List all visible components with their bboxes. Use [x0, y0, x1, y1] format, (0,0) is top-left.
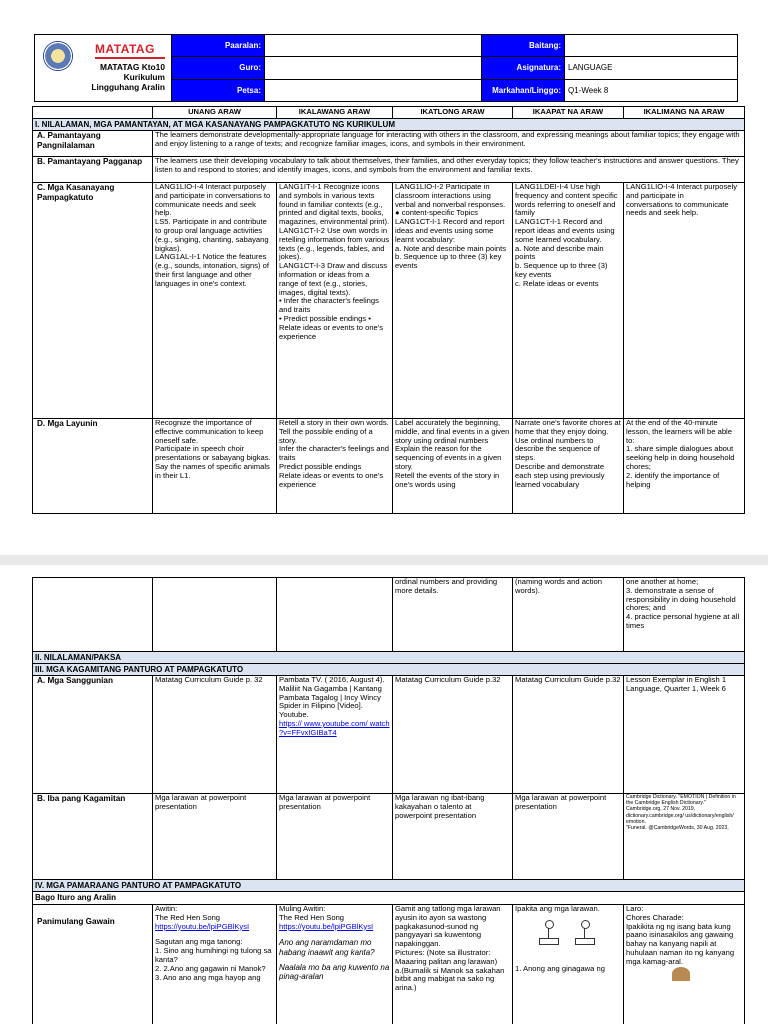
sanggunian-day1: Matatag Curriculum Guide p. 32 [153, 676, 277, 794]
lesson-table-page1 [32, 106, 745, 514]
row-label-pamantayang-pagganap: B. Pamantayang Pagganap [33, 157, 153, 183]
paaralan-field[interactable] [265, 35, 482, 57]
panimula-day1 [153, 905, 277, 1024]
deped-seal-icon [43, 41, 73, 71]
cont-day2 [277, 578, 393, 652]
chore-picture-1-icon [535, 918, 561, 946]
layunin-day2: Retell a story in their own words. Tell the possible ending of a story. Infer the character's feelings and traits Predict possible endings Relate ideas or events to one's experience [277, 419, 393, 514]
cont-day4: (naming words and action words). [513, 578, 624, 652]
day-header-5: IKALIMANG NA ARAW [624, 107, 745, 119]
row-label-panimulang-gawain: Panimulang Gawain [33, 905, 153, 1024]
sanggunian-day5: Lesson Exemplar in English 1 Language, Quarter 1, Week 6 [624, 676, 745, 794]
markahan-label: Markahan/Linggo: [482, 79, 565, 101]
page-gap [0, 555, 768, 565]
sanggunian-day3: Matatag Curriculum Guide p.32 [393, 676, 513, 794]
asignatura-label: Asignatura: [482, 57, 565, 79]
day-header-2: IKALAWANG ARAW [277, 107, 393, 119]
kasanayan-day3: LANG1LIO-I-2 Participate in classroom interactions using verbal and nonverbal responses. ● content-specific Topics LANG1CT-I-1 Record and report ideas and events using some learnt vocabulary: a. Note and describe main points b. Sequence up to three (3) key events [393, 183, 513, 419]
layunin-day5: At the end of the 40-minute lesson, the learners will be able to: 1. share simple dialogues about seeking help in doing household chores; 2. identify the importance of helping [624, 419, 745, 514]
baitang-field[interactable] [565, 35, 738, 57]
header-logo-cell [35, 35, 172, 102]
day-header-4: IKAAPAT NA ARAW [513, 107, 624, 119]
matatag-logo: MATATAG [95, 42, 155, 56]
panimula-day2-question2: Naalala mo ba ang kuwento na pinag-aralan [279, 962, 390, 982]
sanggunian-day2 [277, 676, 393, 794]
chores-pictures [515, 914, 621, 949]
layunin-day3: Label accurately the beginning, middle, and final events in a given story using ordinal numbers Explain the reason for the sequencing of events in a given story. Retell the events of the story in one's words using [393, 419, 513, 514]
panimula-day1-song: Awitin: The Red Hen Song [155, 904, 221, 922]
day-header-3: IKATLONG ARAW [393, 107, 513, 119]
guro-label: Guro: [172, 57, 265, 79]
row-label-mga-sanggunian: A. Mga Sanggunian [33, 676, 153, 794]
sanggunian-day4: Matatag Curriculum Guide p.32 [513, 676, 624, 794]
markahan-field[interactable]: Q1-Week 8 [565, 79, 738, 101]
panimula-day5 [624, 905, 745, 1024]
layunin-day4: Narrate one's favorite chores at home that they enjoy doing. Use ordinal numbers to describe the sequence of steps. Describe and demonstrate each step using previously learned vocabulary [513, 419, 624, 514]
guro-field[interactable] [265, 57, 482, 79]
header-title-line3: Lingguhang Aralin [91, 82, 165, 92]
red-hen-song-link-day2[interactable]: https://youtu.be/lpiPGBlKysI [279, 921, 374, 931]
section-1-heading: I. NILALAMAN, MGA PAMANTAYAN, AT MGA KASANAYANG PAMPAGKATUTO NG KURIKULUM [33, 119, 745, 131]
pamantayang-pangnilalaman-text: The learners demonstrate developmentally-appropriate language for interacting with others in the classroom, and expressing meanings about familiar topics; they engage with and enjoy listening to a range of texts; and recognize familiar images, icons, and symbols in their environment. [153, 131, 745, 157]
row-label-mga-layunin: D. Mga Layunin [33, 419, 153, 514]
row-label-pamantayang-pangnilalaman: A. Pamantayang Pangnilalaman [33, 131, 153, 157]
bago-ituro-heading: Bago Ituro ang Aralin [33, 892, 745, 905]
kasanayan-day2: LANG1IT-I-1 Recognize icons and symbols in various texts found in familiar contexts (e.g., printed and digital texts, books, magazines, environmental print). LANG1CT-I-2 Use own words in retelling information from various texts (e.g., legends, fables, and jokes). LANG1CT-I-3 Draw and discuss information or ideas from a range of text (e.g., stories, images, digital texts). • Infer the character's feelings and traits • Predict possible endings • Relate ideas or events to one's experience [277, 183, 393, 419]
kagamitan-day1: Mga larawan at powerpoint presentation [153, 794, 277, 880]
cont-day5: one another at home; 3. demonstrate a sense of responsibility in doing household chores; and 4. practice personal hygiene at all times [624, 578, 745, 652]
kasanayan-day5: LANG1LIO-I-4 Interact purposely and participate in conversations to communicate needs and seek help. [624, 183, 745, 419]
child-picture-icon [672, 967, 690, 981]
header-title-line2: Kurikulum [123, 72, 165, 82]
section-4-heading: IV. MGA PAMARAANG PANTURO AT PAMPAGKATUTO [33, 880, 745, 892]
cont-label-cell [33, 578, 153, 652]
header-table [34, 34, 738, 102]
kasanayan-day4: LANG1LDEI-I-4 Use high frequency and content specific words referring to oneself and family LANG1CT-I-1 Record and report ideas and events using some learned vocabulary. a. Note and describe main points b. Sequence up to three (3) key events c. Relate ideas or events [513, 183, 624, 419]
panimula-day5-text: Laro: Chores Charade: Ipakikita ng ng isang bata kung paano isinasakilos ang gawaing bahay na kanyang napili at huhulaan naman ito ng kanyang mga kamag-aral. [626, 904, 735, 966]
petsa-field[interactable] [265, 79, 482, 101]
page-2 [0, 565, 768, 1024]
pamantayang-pagganap-text: The learners use their developing vocabulary to talk about themselves, their families, and other everyday topics; they follow teacher's instructions and answer questions. They listen to and respond to stories; and identify images, icons, and symbols from the environment and familiar texts. [153, 157, 745, 183]
paaralan-label: Paaralan: [172, 35, 265, 57]
header-title-line1: MATATAG Kto10 [100, 62, 165, 72]
petsa-label: Petsa: [172, 79, 265, 101]
cont-day1 [153, 578, 277, 652]
panimula-day4-text: Ipakita ang mga larawan. [515, 904, 600, 913]
baitang-label: Baitang: [482, 35, 565, 57]
kagamitan-day2: Mga larawan at powerpoint presentation [277, 794, 393, 880]
row-label-iba-pang-kagamitan: B. Iba pang Kagamitan [33, 794, 153, 880]
panimula-day4-question: 1. Anong ang ginagawa ng [515, 963, 605, 973]
panimula-day4 [513, 905, 624, 1024]
kagamitan-day4: Mga larawan at powerpoint presentation [513, 794, 624, 880]
section-2-heading: II. NILALAMAN/PAKSA [33, 652, 745, 664]
kagamitan-day3: Mga larawan ng ibat-ibang kakayahan o talento at powerpoint presentation [393, 794, 513, 880]
panimula-day2 [277, 905, 393, 1024]
sanggunian-day2-text: Pambata TV. ( 2016, August 4). Maliliit Na Gagamba | Kantang Pambata Tagalog | Incy Wincy Spider in Filipino [Video]. Youtube. [279, 675, 385, 720]
cont-day3: ordinal numbers and providing more details. [393, 578, 513, 652]
panimula-day2-song: Muling Awitin: The Red Hen Song [279, 904, 345, 922]
day-header-1: UNANG ARAW [153, 107, 277, 119]
layunin-day1: Recognize the importance of effective communication to keep oneself safe. Participate in speech choir presentations or sabayang bigkas. Say the names of specific animals in their L1. [153, 419, 277, 514]
section-3-heading: III. MGA KAGAMITANG PANTURO AT PAMPAGKATUTO [33, 664, 745, 676]
asignatura-field[interactable]: LANGUAGE [565, 57, 738, 79]
red-hen-song-link-day1[interactable]: https://youtu.be/lpiPGBlKysI [155, 921, 250, 931]
corner-cell [33, 107, 153, 119]
panimula-day2-question1: Ano ang naramdaman mo habang inaawit ang kanta? [279, 938, 375, 957]
youtube-link-incy-wincy[interactable]: https:// www.youtube.com/ watch ?v=FFvxIGIBaT4 [279, 718, 390, 737]
kagamitan-day5: Cambridge Dictionary. "EMOTION | Definition in the Cambridge English Dictionary." Cambridge.org, 27 Nov. 2019, dictionary.cambridge.org/ us/dictionary/english/ emotion. "Funeral. @CambridgeWords, 30 Aug. 2023, [624, 794, 745, 880]
lesson-table-page2 [32, 577, 745, 1024]
row-label-kasanayang-pampagkatuto: C. Mga Kasanayang Pampagkatuto [33, 183, 153, 419]
kasanayan-day1: LANG1LIO-I-4 Interact purposely and participate in conversations to communicate needs and seek help. LS5. Participate in and contribute to group oral language activities (e.g., singing, chanting, sabayang bigkas). LANG1AL-I-1 Notice the features (e.g., sounds, intonation, signs) of their first language and other languages in one's context. [153, 183, 277, 419]
chore-picture-2-icon [571, 918, 597, 946]
panimula-day3: Gamit ang tatlong mga larawan ayusin ito ayon sa wastong pagkakasunod-sunod ng pangyayari sa kuwentong napakinggan. Pictures: (Note sa illustrator: Maaaring palitan ang larawan) a.(Bumalik si Manok sa sakahan bitbit ang mabigat na sako ng arina.) [393, 905, 513, 1024]
matatag-logo-underline [95, 57, 165, 59]
panimula-day1-questions: Sagutan ang mga tanong: 1. Sino ang humihingi ng tulong sa kanta? 2. 2.Ano ang gagawin ni Manok? 3. Ano ano ang mga hayop ang [155, 937, 272, 982]
